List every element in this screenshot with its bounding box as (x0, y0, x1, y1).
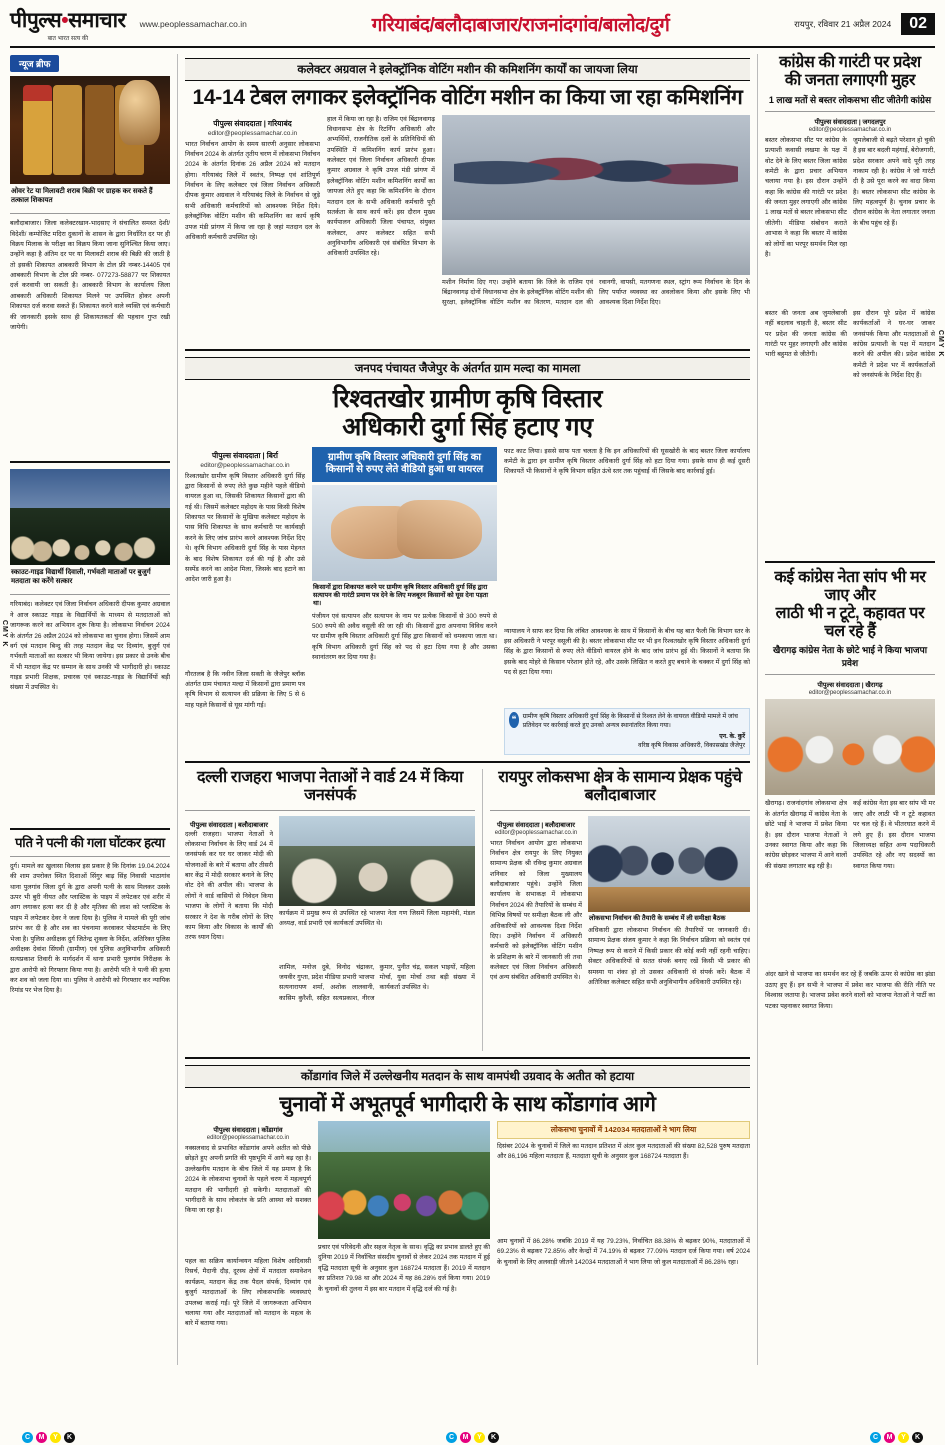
photo-review-meeting (588, 816, 750, 912)
divider (185, 349, 750, 351)
story-wife-murder: दुर्ग। मामले का खुलासा विलास इस प्रकार है कि दिनांक 19.04.2024 की शाम उपरोक्त स्थित दिशाओं सिंगुर बाढ़ सिंह निवासी भाठागांव थाना पुलगांव जिला दुर्ग के द्वारा अपनी पत्नी के साथ मिलकर उसके ऊपर भी बुरी नीयत और प्लास्टिक के पाइप में लपेटकर एवं शरीर में आग लगाकर हत्या कर दी है और मृतिका की लाश को प्लास्टिक के पाइप में लपेटकर देवर ने जला दिया है। पुलिस ने मामले की पूरी जांच प्रारंभ कर दी है और शव का पंचनामा करवाकर पोस्टमार्टम के लिए भेजा है। पुलिस अधीक्षक दुर्ग जितेन्द्र शुक्ला के निर्देश, अतिरिक्त पुलिस अधीक्षक देवांश सिंघवी (ग्रामीण) एवं पुलिस अनुविभागीय अधिकारी सत्यप्रकाश तिवारी के मार्गदर्शन में थाना प्रभारी पुलगांव निरीक्षक के द्वारा आरोपी को गिरफ्तार किया गया है। आरोपी पति ने पत्नी की हत्या कर शव को जला दिया था। पुलिस ने आरोपी को गिरफ्तार कर न्यायिक रिमांड पर भेज दिया है। (10, 862, 170, 995)
story-kondagaon-part4: दिसंबर 2024 के चुनावों में जिले का मतदान प्रतिशत में अंतर कुल मतदाताओं की संख्या 82,528 पुरुष मतदाता और 86,196 महिला मतदाता हैं, मतदाता सूची के अनुसार कुल 168724 मतदाता हैं। (497, 1143, 750, 1161)
bribe-story-body (185, 447, 750, 755)
email-congress: editor@peoplessamachar.co.in (808, 126, 892, 133)
cyan-dot: C (870, 1432, 881, 1443)
divider (765, 111, 935, 112)
story-liquor-complaint: बलौदाबाजार। जिला कलेक्टरखान-भादसाए ने संचालित समस्त देशी/विदेशी/ कम्पोजिट मदिरा दुकानों के शासन के द्वारा निर्धारित दर पर ही विक्रय मिलाक के परीक्षा का विक्रय किया जाना सुनिश्चित किया जाए। उन्होंने कहा है अंतिम दर पर या मिलावटी शराब की बिक्री की जाती है तो इसकी शिकायत आबकारी विभाग के टोल फ्री नम्बर-14405 एवं आबकारी विभाग के टोल फ्री नम्बर- 077273-58877 पर शिकायत दर्ज करवायी जा सकती है। आबकारी विभाग के कार्यालय जिला आबकारी अधिकारी शिकायत मिलने पर उपस्थित होकर अपनी शिकायत दर्ज करवा सकते हैं। शिकायत करने वाले व्यक्ति एवं कर्मचारी की जानकारी इसके साथ ही शिकायतकर्ता की पहचान गुप्त रखी जायेगी। (10, 220, 170, 331)
headline-observer-visit: रायपुर लोकसभा क्षेत्र के सामान्य प्रेक्षक पहुंचे बलौदाबाजार (498, 768, 742, 804)
magenta-dot: M (460, 1432, 471, 1443)
divider (10, 213, 170, 214)
story-congress-part3: बस्तर की जनता अब जुमलेबाजी नहीं बदलाव चाहती है, बस्तर सीट पर प्रदेश की जनता कांग्रेस की गारंटी पर मुहर लगाएगी और कांग्रेस भारी बहुमत से जीतेगी। (765, 309, 847, 359)
dek-congress-bastar: 1 लाख मतों से बस्तर लोकसभा सीट जीतेगी कांग्रेस (768, 94, 932, 105)
divider (185, 1057, 750, 1059)
story-bjp-part1: दल्ली राजहरा। भाजपा नेताओं ने लोकसभा निर्वाचन के लिए वार्ड 24 में जनसंपर्क कर घर घर जाकर मोदी की योजनाओं के बारे में बताया और तीसरी बार केंद्र में मोदी सरकार बनाने के लिए वोट देने की अपील की। भाजपा के लोगों ने वार्ड वासियों से निवेदन किया भाजपा के लोगों ने बताया कि मोदी सरकार ने देश के गरीब लोगों के लिए काम किया और विकास के कार्यों की तरफ ध्यान दिया। (185, 830, 273, 942)
registration-mark-left: CMY K (1, 620, 8, 648)
kicker-bribe-officer: जनपद पंचायत जैजेपुर के अंतर्गत ग्राम मल्दा का मामला (185, 357, 750, 380)
story-observer-part1: भारत निर्वाचन आयोग द्वारा लोकसभा निर्वाचन क्षेत्र रायपुर के लिए नियुक्त सामान्य प्रेक्षक श्री रविन्द्र कुमार अग्रवाल शनिवार को जिला मुख्यालय बलौदाबाजार पहुंचे। उन्होंने जिला कार्यालय के सभाकक्ष में लोकसभा निर्वाचन 2024 की तैयारियों के सम्बंध में विभिन्न विषयों पर समीक्षा बैठक ली और अधिकारियों को आवश्यक दिशा निर्देश दिए। उन्होंने निर्वाचन में अधिकारी कर्मचारी को इलेक्ट्रॉनिक वोटिंग मशीन के प्रशिक्षण के बारे में जानकारी ली तथा कलेक्टर एवं जिला निर्वाचन अधिकारी एवं अन्य संबंधित अधिकारी उपस्थित थे। (490, 839, 582, 982)
news-brief-tag: न्यूज ब्रीफ (10, 55, 59, 72)
photo-evm-commissioning (442, 115, 750, 275)
story-bribe-part3: पंजीयन एवं सत्यापन और सत्यापन के नाम पर प्रत्येक किसानों से 300 रुपये से 500 रुपये की अवैध वसूली की जा रही थी। किसानों द्वारा अपनाया विविध करने पर ग्रामीण कृषि विस्तार अधिकारी दुर्गा सिंह द्वारा किसानों को धमकाया जाता था। कृषि विभाग अधिकारी दुर्गा सिंह को पद से हटा दिया गया है और उसका स्थानांतरण कर दिया गया है। (312, 612, 497, 661)
black-dot: K (64, 1432, 75, 1443)
story-khairagarh-part2: कई कांग्रेस नेता इस बार सांप भी मर जाए और लाठी भी न टूटे कहावत पर चल रहे हैं। वे भीतरघात करने में लगे हुए हैं। इस दौरान भाजपा जिलाध्यक्ष सहित अन्य पदाधिकारी उपस्थित रहे और नए सदस्यों का स्वागत किया गया। (853, 800, 935, 870)
lead-col-1 (185, 115, 320, 343)
column-rule (757, 54, 758, 1365)
byline-observer: पीपुल्स संवाददाता | बलौदाबाजार (497, 821, 575, 829)
page-number: 02 (901, 13, 935, 35)
story-bjp-part3: शामिल, मनोज दुबे, विनोद चंद्राकर, जयवीर गुप्ता, प्रदेश मीडिया प्रभारी भाजपा सत्यनारायण शर्मा, अशोक लालवानी, कासिम कुरैशी, सहित सत्यप्रकाश, नीरज कुमार, पुनीत चंद्र, सकल भाइयों, महिला मोर्चा, युवा मोर्चा तथा बड़ी संख्या में कार्यकर्ता उपस्थित थे। (279, 963, 475, 1002)
kondagaon-col-3 (497, 1121, 750, 1365)
page-columns (10, 54, 935, 1365)
quote-text: ग्रामीण कृषि विस्तार अधिकारी दुर्गा सिंह के किसानों से रिश्वत लेने के वायरल वीडियो मामले में जांच प्रतिवेदन पर कार्रवाई करते हुए उनको अन्यत्र स्थानांतरित किया गया। (522, 712, 738, 729)
cyan-dot: C (446, 1432, 457, 1443)
black-dot: K (488, 1432, 499, 1443)
caption-scout-guide: स्काउट-गाइड विद्यार्थी दिवाली, गर्भवती माताओं पर बुजुर्ग मतदाता का करेंगे सत्कार (11, 569, 151, 586)
yellow-dot: Y (50, 1432, 61, 1443)
divider (765, 674, 935, 675)
kondagaon-body (185, 1121, 750, 1365)
headline-congress-guarantee-line2: की जनता लगाएगी मुहर (784, 71, 916, 89)
byline-evm: पीपुल्स संवाददाता | गरियाबंद (213, 118, 292, 128)
left-column (10, 54, 170, 1365)
divider (10, 856, 170, 857)
congress-story-columns (765, 136, 935, 306)
lead-story-body (185, 115, 750, 343)
email-kondagaon: editor@peoplessamachar.co.in (206, 1135, 290, 1142)
photo-money-hands (312, 485, 497, 581)
headline-congress-leaders-line2: लाठी भी न टूटे, कहावत पर चल रहे हैं (775, 604, 925, 640)
divider (765, 561, 935, 563)
story-bribe-part1: रिश्वतखोर ग्रामीण कृषि विस्तार अधिकारी दुर्गा सिंह द्वारा किसानों से रुपए लेते कुछ महीने पहले वीडियो वायरल हुआ था, जिसकी शिकायत किसानों द्वारा की गई थी। जिसमें कलेक्टर महोदय के पास किसी विशेष शिकायत पर किसानों के मुखिया कलेक्टर महोदय के पास विधि शिकायत के साथ कर्मचारी पर कार्यवाही करने के लिए जांच प्रारंभ करने आवश्यक निर्देश दिए थे। कृषि विभाग अधिकारी दुर्गा सिंह के पास मेहनत के बाद विशेष शिकायत दर्ज की गई है और उसे सस्पेंड करने का आदेश मिला, जिसके बाद हटाने का आदेश जारी हुआ है। (185, 472, 305, 584)
email-evm: editor@peoplessamachar.co.in (207, 129, 298, 137)
quote-author-name: एन. के. कुर्रे (719, 733, 745, 741)
registration-mark-right: CMY K (937, 330, 944, 358)
lead-col-3 (442, 115, 750, 343)
logo-tagline: बात भारत सत्य की (47, 36, 89, 42)
headline-wife-murder: पति ने पत्नी की गला घोंटकर हत्या (15, 835, 165, 851)
story-observer-visit (490, 769, 750, 1051)
paired-stories (185, 769, 750, 1051)
cmyk-dots-center (446, 1432, 499, 1443)
story-bribe-part2: गौरतलब है कि नवीन जिला सक्ती के जैजेपुर ब्लॉक अंतर्गत ग्राम पंचायत मल्दा में किसानों द्वारा प्रमाण पत्र कृषि विभाग से सत्यापन की प्रक्रिया के लिए 5 से 6 माह पहले किसानों से घूस मांगी गई। (185, 670, 305, 709)
photo-liquor-bottles (10, 76, 170, 184)
quote-author-designation: वरिष्ठ कृषि विकास अधिकारी, विकासखंड जैजेपुर (638, 742, 745, 750)
story-scout-guide: गरियाबंद। कलेक्टर एवं जिला निर्वाचन अधिकारी दीपक कुमार अग्रवाल ने आज स्काउट गाइड के विद्यार्थियों के माध्यम से मतदाताओं को जागरूक करने का अभियान शुरू किया है। लोकसभा निर्वाचन 2024 के अंतर्गत 26 अप्रैल 2024 को लोकसभा का चुनाव होगा। जिसमें आम वर्ग एवं मतदान बिन्दु की तरह मतदान केंद्र पर दिव्यांग, बुजुर्ग एवं गर्भवती माताओं का सत्कार भी किया जायेगा। इस प्रकार से उनके बीच में भी मतदान केंद्र पर सम्मान के साथ उनकी भी भागीदारी हो। स्काउट गाइड प्रभारी शिक्षक, प्रचारक एवं स्काउट-गाइड के विद्यार्थियों बड़ी संख्या में उपस्थित थे। (10, 601, 170, 692)
kondagaon-col-2 (318, 1121, 490, 1365)
right-column (765, 54, 935, 1365)
column-rule (177, 54, 178, 1365)
story-bribe-part4: फाट काट लिया। इससे साफ पता चलता है कि इन अधिकारियों की घूसखोरी के बाद बस्तर जिला कार्यालय कमेटी के द्वारा इन ग्रामीण कृषि विस्तार अधिकारी दुर्गा सिंह को हटा दिया गया। इसके साथ ही कई दूसरी शिकायतें भी किसानों ने कृषि विभाग सहित ऊंचे स्तर तक पहुंचाई थीं जिसके बाद कार्रवाई हुई। (504, 447, 750, 476)
middle-column (185, 54, 750, 1365)
headline-congress-guarantee-line1: कांग्रेस की गारंटी पर प्रदेश (779, 54, 921, 71)
quote-icon: ❝ (509, 712, 519, 728)
byline-khairagarh: पीपुल्स संवाददाता | खैरागढ़ (817, 682, 883, 690)
black-dot: K (912, 1432, 923, 1443)
column-rule (482, 769, 483, 1051)
headline-evm-commissioning: 14-14 टेबल लगाकर इलेक्ट्रॉनिक वोटिंग मशीन का किया जा रहा कमिशनिंग (192, 86, 743, 109)
headline-congress-leaders-line1: कई कांग्रेस नेता सांप भी मर जाए और (774, 568, 926, 604)
headline-bribe-officer-line2: अधिकारी दुर्गा सिंह हटाए गए (342, 412, 593, 441)
bribe-col-2 (312, 447, 497, 755)
stat-voters-participated: लोकसभा चुनावों में 142034 मतदाताओं ने भाग लिया (497, 1121, 750, 1139)
story-evm-part2: हाल में किया जा रहा है। राजिम एवं बिंद्रानवागढ़ विधानसभा क्षेत्र के रिटर्निंग अधिकारी और अभ्यर्थियों, राजनीतिक दलों के प्रतिनिधियों की उपस्थिति में कमिशनिंग कार्य प्रारंभ हुआ। कलेक्टर एवं जिला निर्वाचन अधिकारी दीपक कुमार अग्रवाल ने कृषि उपज मंडी प्रांगण में इलेक्ट्रॉनिक वोटिंग मशीन कमिशनिंग कार्यों का जायजा लेते हुए कहा कि कमिशनिंग के दौरान मतदान दल के सभी अधिकारी कर्मचारी पूरी सतर्कता के साथ कार्य करें। इस दौरान मुख्य कार्यपालन अधिकारी जिला पंचायत, संयुक्त कलेक्टर, अपर कलेक्टर सहित सभी अनुविभागीय अधिकारी एवं संबंधित विभाग के अधिकारी उपस्थित रहे। (327, 115, 435, 258)
story-congress-part2: जुमलेबाजी से बढ़ते परेशान हो चुकी है इस बार बदली महंगाई, बेरोजगारी, प्रदेश सरकार अपने वादे पूरी तरह नाकाम रही है। कांग्रेस ने जो गारंटी दी है उसे पूरा करने का वादा किया है। बस्तर लोकसभा सीट कांग्रेस के लिए महत्वपूर्ण है। चुनाव प्रचार के दौरान कांग्रेस के नेता लगातार जनता के बीच पहुंच रहे हैं। (853, 136, 935, 227)
byline-bribe: पीपुल्स संवाददाता | बिर्रा (212, 450, 278, 460)
logo-second: समाचार (68, 9, 126, 32)
email-observer: editor@peoplessamachar.co.in (494, 829, 578, 836)
story-kondagaon-part2: पहल का सक्रिय कार्यान्वयन महिला विशेष आदिवासी रिसर्च, मैदानी दौड़, दूरस्थ क्षेत्रों में मतदाता समावेशन कार्यक्रम, मतदान केंद्र तक पैदल संपर्क, दिव्यांग एवं बुजुर्ग मतदाताओं के लिए लोकसभाकि व्यवस्थाएं उपलब्ध कराई गईं। पूरे जिले में जागरूकता अभियान चलाया गया और मतदाताओं को मतदान के महत्व के बारे में बताया गया। (185, 1258, 311, 1328)
kondagaon-col-1 (185, 1121, 311, 1365)
khairagarh-story-columns (765, 799, 935, 967)
story-kondagaon-part5: आम चुनावों में 86.28% जबकि 2019 में यह 79.23%, निर्वाचित 88.38% से बढ़कर 90%, मतदाताओं में 69.23% से बढ़कर 72.85% और केन्द्रों में 74.19% से बढ़कर 77.09% मतदान दर्ज किया गया। वर्ष 2024 के चुनावों के लिए अलवाड़ी जीतने 142034 मतदाताओं ने भाग लिया जो कुल मतदाताओं में 86.28% रहा। (497, 1238, 750, 1266)
divider (10, 594, 170, 595)
bribe-col-1 (185, 447, 305, 755)
newspaper-logo (10, 6, 126, 42)
story-bribe-part5: न्यायालय ने साफ कर दिया कि लंबित आवश्यक के साथ में किसानों के बीच यह बात फैली कि विभाग स्तर के इस अधिकारी ने भरपूर वसूली की है। बस्तर लोकसभा सीट पर भी इन रिश्वतखोर कृषि विस्तार अधिकारी दुर्गा सिंह के द्वारा किसानों से रुपए लेते वीडियो वायरल होने के बाद जांच प्रारंभ हुई थी। किसानों ने बताया कि इसके बाद मोहरे से किसान परेशान होते रहे, और उसके लिखित न करते हुए बचाने के चक्कर में दुर्गा सिंह को पद से हटा दिया गया। (504, 627, 750, 677)
byline-bjp: पीपुल्स संवाददाता | बलौदाबाजार (190, 821, 268, 829)
story-congress-part4: इस दौरान पूरे प्रदेश में कांग्रेस कार्यकर्ताओं ने घर-घर जाकर जनसंपर्क किया और मतदाताओं से कांग्रेस प्रत्याशी के पक्ष में मतदान करने की अपील की। प्रदेश कांग्रेस कमेटी ने प्रदेश भर में कार्यकर्ताओं को जनसंपर्क के निर्देश दिए हैं। (853, 309, 935, 380)
divider (185, 810, 475, 811)
footer-registration-marks (0, 1432, 945, 1443)
caption-money-hands: किसानों द्वारा शिकायत करने पर ग्रामीण कृषि विस्तार अधिकारी दुर्गा सिंह द्वारा सत्यापन की गारंटी प्रमाण पत्र देने के लिए मजबूरन किसानों को घूस देना पड़ता था। (313, 583, 489, 608)
issue-date: रायपुर, रविवार 21 अप्रैल 2024 (794, 18, 892, 29)
story-kondagaon-part1: नक्सलवाद से प्रभावित कोंडागांव अपने अतीत को पीछे छोड़ते हुए अपनी प्रगति की पृष्ठभूमि में आगे बढ़ रहा है। उल्लेखनीय मतदान के बीच जिले में यह प्रमाण है कि 2024 के लोकसभा चुनावों के पहले चरण में महत्वपूर्ण मतदान की भागीदारी हो सकेगी। मतदाताओं की भागीदारी के साथ लोकतंत्र के प्रति आस्था को सशक्त किया जा रहा है। (185, 1145, 311, 1215)
headline-kondagaon: चुनावों में अभूतपूर्व भागीदारी के साथ कोंडागांव आगे (279, 1092, 656, 1116)
congress-story-columns-2 (765, 309, 935, 555)
divider (490, 810, 750, 811)
magenta-dot: M (884, 1432, 895, 1443)
official-quote-box (504, 708, 750, 755)
masthead (10, 6, 935, 48)
divider (10, 828, 170, 830)
lead-col-2 (327, 115, 435, 343)
logo-dot: • (61, 9, 69, 32)
edition-banner: गरियाबंद/बलौदाबाजार/राजनांदगांव/बालोद/दुर्ग (371, 15, 670, 36)
band-bribe-video: ग्रामीण कृषि विस्तार अधिकारी दुर्गा सिंह का किसानों से रुपए लेते वीडियो हुआ था वायरल (312, 447, 497, 482)
email-khairagarh: editor@peoplessamachar.co.in (808, 690, 892, 697)
story-evm-part3: मशीन निर्माण दिए गए। उन्होंने बताया कि जिले के राजिम एवं बिंद्रानवागढ़ दोनों विधानसभा क्षेत्र के इलेक्ट्रॉनिक वोटिंग मशीन की सुरक्षा, इलेक्ट्रॉनिक वोटिंग मशीन का वितरण, मतदान दल की रवानगी, वापसी, मतगणना स्थल, स्ट्रांग रूम निर्वाचन के दिन के लिए पर्याप्त व्यवस्था का अवलोकन किया और इसके लिए भी आवश्यक दिशा निर्देश दिए। (442, 278, 750, 307)
bribe-col-3 (504, 447, 750, 755)
photo-women-voters (318, 1121, 490, 1239)
story-congress-part1: बस्तर लोकसभा सीट पर कांग्रेस के प्रत्याशी कवासी लखमा के पक्ष में वोट देने के लिए बस्तर जिला कांग्रेस कमेटी के द्वारा प्रचार अभियान चलाया गया है। इस दौरान उन्होंने कहा कि कांग्रेस की गारंटी पर प्रदेश की जनता मुहर लगाएगी और कांग्रेस 1 लाख मतों से बस्तर लोकसभा सीट जीतेगी। मीडिया संबोधन कराते आभास ने कहा कि बस्तर में कांग्रेस को लोगों का भरपूर समर्थन मिल रहा है। (765, 136, 847, 258)
kicker-kondagaon: कोंडागांव जिले में उल्लेखनीय मतदान के साथ वामपंथी उग्रवाद के अतीत को हटाया (185, 1065, 750, 1088)
story-khairagarh-part1: खैरागढ़। राजनांदगांव लोकसभा क्षेत्र के अंतर्गत खैरागढ़ में कांग्रेस नेता के छोटे भाई ने भाजपा में प्रवेश किया है। इस दौरान भाजपा नेताओं ने उनका स्वागत किया और कहा कि कांग्रेस छोड़कर भाजपा में आने वालों की संख्या लगातार बढ़ रही है। (765, 800, 847, 870)
cyan-dot: C (22, 1432, 33, 1443)
email-bribe: editor@peoplessamachar.co.in (200, 461, 290, 469)
story-khairagarh-part3: अंदर खाने से भाजपा का समर्थन कर रहे हैं जबकि ऊपर से कांग्रेस का झंडा उठाए हुए हैं। इन सभी ने भाजपा में प्रवेश कर भाजपा की रीति नीति पर विश्वास जताया है। भाजपा प्रवेश करने वालों को भाजपा नेताओं ने पार्टी का पटका पहनाकर स्वागत किया। (765, 971, 935, 1010)
website-url[interactable]: www.peoplessamachar.co.in (139, 19, 247, 29)
story-bjp-part2: कार्यक्रम में प्रमुख रूप से उपस्थित रहे भाजपा नेता गण जिसमें जिला महामंत्री, मंडल अध्यक्ष, वार्ड प्रभारी एवं कार्यकर्ता उपस्थित थे। (279, 909, 475, 927)
news-brief-tag-wrap (10, 54, 170, 72)
kicker-evm-commissioning: कलेक्टर अग्रवाल ने इलेक्ट्रॉनिक वोटिंग मशीन की कमिशनिंग कार्यों का जायजा लिया (185, 58, 750, 81)
story-observer-part2: अधिकारी द्वारा लोकसभा निर्वाचन की तैयारियों पर जानकारी दी। सामान्य प्रेक्षक संजय कुमार ने कहा कि निर्वाचन प्रक्रिया को स्वतंत्र एवं निष्पक्ष रूप से कराने में किसी प्रकार की कोई कमी नहीं रहनी चाहिए। सेक्टर अधिकारियों से सतत संपर्क बनाए रखें किसी भी प्रकार की समस्या या शंका हो तो उसका अधिकारी से संपर्क करें। बैठक में अतिरिक्त कलेक्टर सहित सभी अनुविभागीय अधिकारी उपस्थित रहे। (588, 927, 750, 986)
magenta-dot: M (36, 1432, 47, 1443)
yellow-dot: Y (474, 1432, 485, 1443)
story-evm-part1: भारत निर्वाचन आयोग के समय सारणी अनुसार लोकसभा निर्वाचन 2024 के अंतर्गत तृतीय चरण में लोकसभा निर्वाचन 2024 के अंतर्गत दिनांक 26 अप्रैल 2024 को मतदान होगा। गरियाबंद जिले में स्वतंत्र, निष्पक्ष एवं शांतिपूर्ण निर्वाचन के लिए कलेक्टर एवं जिला निर्वाचन अधिकारी दीपक कुमार अग्रवाल ने गरियाबंद जिले के निर्वाचन से जुड़े सभी अधिकारी कर्मचारियों को आवश्यक निर्देश दिये। इलेक्ट्रॉनिक वोटिंग मशीन की कमिशनिंग का कार्य कृषि उपज मंडी प्रांगण में किया जा रहा है जहां मतदान दल के अधिकारी कर्मचारी उपस्थित रहे। (185, 140, 320, 241)
story-kondagaon-part3: प्रचार एवं परिवेदनी और सहज नेतृत्व के साथ। वृद्धि का प्रभाव डालते हुए की दुनिया 2019 में निर्वाचित संसदीय चुनावों से लेकर 2024 तक मतदान में हुई वृद्धि मतदाता सूची के अनुसार कुल 168724 मतदाता हैं। 2019 में मतदान का प्रतिशत 79.98 था और 2024 में यह 86.28% दर्ज किया गया। 2019 के चुनावों की तुलना में इस बार मतदान में वृद्धि दर्ज की गई है। (318, 1244, 490, 1293)
byline-congress: पीपुल्स संवाददाता | जगदलपुर (814, 118, 886, 126)
byline-kondagaon: पीपुल्स संवाददाता | कोंडागांव (213, 1127, 283, 1135)
caption-review-meeting: लोकसभा निर्वाचन की तैयारी के सम्बंध में ली समीक्षा बैठक (589, 914, 726, 922)
caption-liquor: ओवर रेट या मिलावटी शराब बिक्री पर ग्राहक कर सकते हैं तत्काल शिकायत (11, 188, 153, 205)
logo-main: पीपुल्स (10, 9, 62, 32)
yellow-dot: Y (898, 1432, 909, 1443)
divider (185, 761, 750, 763)
headline-bjp-jansampark: दल्ली राजहरा भाजपा नेताओं ने वार्ड 24 में किया जनसंपर्क (196, 768, 463, 804)
headline-bribe-officer-line1: रिश्वतखोर ग्रामीण कृषि विस्तार (332, 384, 603, 413)
photo-bjp-entry (765, 699, 935, 795)
divider (10, 461, 170, 463)
cmyk-dots-right (870, 1432, 923, 1443)
dek-khairagarh: खैरागढ़ कांग्रेस नेता के छोटे भाई ने किया भाजपा प्रवेश (772, 645, 928, 669)
photo-scout-guide (10, 469, 170, 565)
cmyk-dots-left (22, 1432, 75, 1443)
story-bjp-jansampark (185, 769, 475, 1051)
photo-bjp-jansampark (279, 816, 475, 906)
